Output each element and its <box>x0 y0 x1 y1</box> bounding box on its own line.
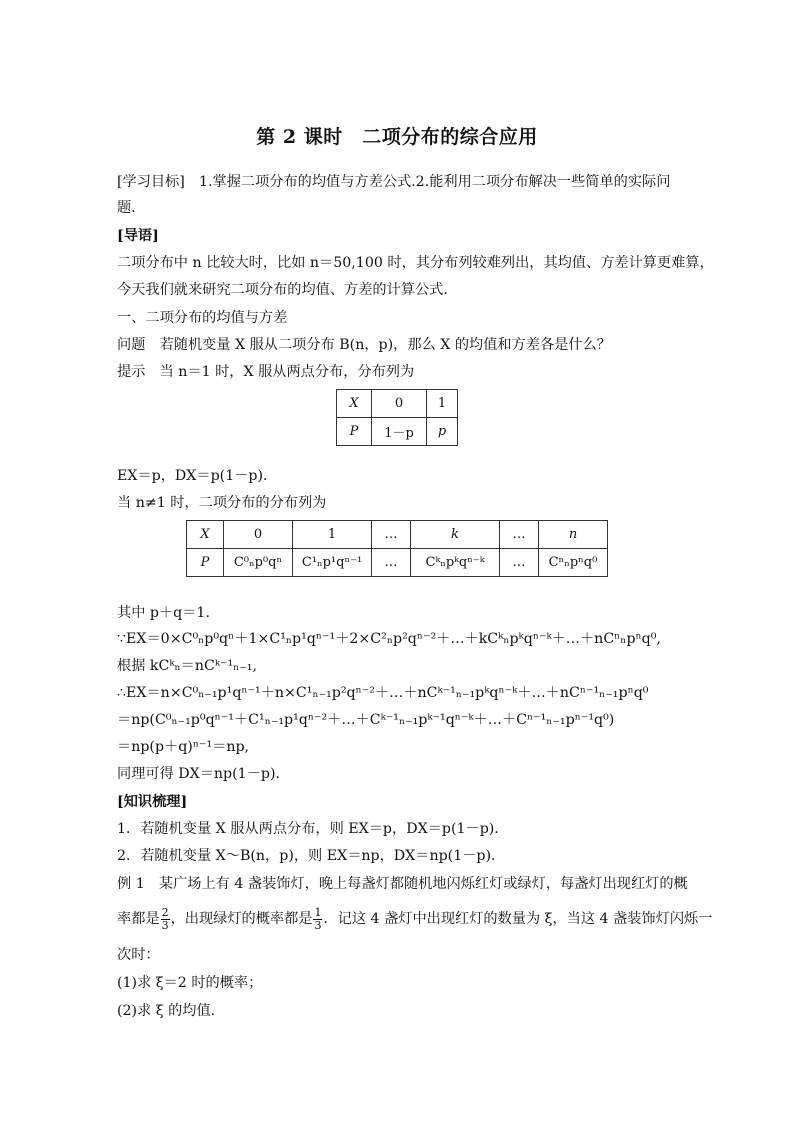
table-cell: P <box>337 418 372 446</box>
learning-goals-line-2: 题． <box>117 200 146 216</box>
derivation-line-6: 同理可得 DX＝np(1－p)． <box>117 766 290 782</box>
table-cell: P <box>187 549 224 577</box>
table-cell: 1－p <box>372 418 427 446</box>
green-probability-fraction <box>313 907 322 932</box>
binomial-intro-line: 当 n≠1 时，二项分布的分布列为 <box>117 495 327 511</box>
page-title: 第 2 课时 二项分布的综合应用 <box>256 126 538 148</box>
derivation-line-5: ＝np(p＋q)ⁿ⁻¹＝np, <box>117 739 250 755</box>
intro-line-2: 今天我们就来研究二项分布的均值、方差的计算公式． <box>117 282 458 298</box>
example-1-text-c: ．记这 4 盏灯中出现红灯的数量为 ξ，当这 4 盏装饰灯闪烁一 <box>323 911 713 927</box>
table-cell: … <box>500 521 539 549</box>
table-cell: k <box>411 521 500 549</box>
knowledge-item-1: 1．若随机变量 X 服从两点分布，则 EX＝p，DX＝p(1－p)． <box>117 821 509 837</box>
intro-line-1: 二项分布中 n 比较大时，比如 n＝50,100 时，其分布列较难列出，其均值、方差计算更难算， <box>117 255 714 271</box>
table-cell: n <box>539 521 608 549</box>
example-1-question-1: (1)求 ξ＝2 时的概率； <box>117 975 263 991</box>
two-point-distribution-table <box>336 389 458 446</box>
example-1-line-3: 次时： <box>117 947 160 963</box>
knowledge-item-2: 2．若随机变量 X～B(n，p)，则 EX＝np，DX＝np(1－p)． <box>117 848 506 864</box>
table-row <box>337 418 458 446</box>
table-cell: … <box>372 521 411 549</box>
fraction-numerator: 1 <box>314 905 322 919</box>
fraction-denominator: 3 <box>161 918 169 932</box>
example-1-text-a: 率都是 <box>117 911 160 927</box>
derivation-line-3: ∴EX＝n×C⁰ₙ₋₁p¹qⁿ⁻¹＋n×C¹ₙ₋₁p²qⁿ⁻²＋…＋nCᵏ⁻¹ₙ₋₁pᵏqⁿ⁻ᵏ＋…＋nCⁿ⁻¹ₙ₋₁pⁿq⁰ <box>117 685 649 701</box>
table-cell: 1 <box>293 521 372 549</box>
table-row <box>187 521 608 549</box>
knowledge-heading: [知识梳理] <box>117 794 188 810</box>
table-cell: 1 <box>427 390 458 418</box>
example-1-line-2 <box>117 906 712 932</box>
table-cell: p <box>427 418 458 446</box>
table-cell: Cᵏₙpᵏqⁿ⁻ᵏ <box>411 549 500 577</box>
fraction-numerator: 2 <box>161 905 169 919</box>
red-probability-fraction <box>161 907 170 932</box>
hint-line: 提示 当 n＝1 时，X 服从两点分布，分布列为 <box>117 364 415 380</box>
example-1-text-b: ，出现绿灯的概率都是 <box>170 911 313 927</box>
table-cell: 0 <box>372 390 427 418</box>
table-cell: X <box>187 521 224 549</box>
pq-line: 其中 p＋q＝1. <box>117 605 210 621</box>
learning-goals-line-1: [学习目标] 1.掌握二项分布的均值与方差公式.2.能利用二项分布解决一些简单的实际问 <box>117 174 671 190</box>
example-1-question-2: (2)求 ξ 的均值． <box>117 1003 225 1019</box>
table-row <box>337 390 458 418</box>
derivation-line-2: 根据 kCᵏₙ＝nCᵏ⁻¹ₙ₋₁, <box>117 658 258 674</box>
binomial-distribution-table <box>186 520 608 577</box>
example-1-line-1: 例 1 某广场上有 4 盏装饰灯，晚上每盏灯都随机地闪烁红灯或绿灯，每盏灯出现红灯的概 <box>117 876 688 892</box>
two-point-expectation: EX＝p，DX＝p(1－p)． <box>117 468 278 484</box>
intro-heading: [导语] <box>117 228 159 244</box>
fraction-denominator: 3 <box>314 918 322 932</box>
table-cell: 0 <box>224 521 293 549</box>
table-cell: … <box>500 549 539 577</box>
table-cell: Cⁿₙpⁿq⁰ <box>539 549 608 577</box>
derivation-line-1: ∵EX＝0×C⁰ₙp⁰qⁿ＋1×C¹ₙp¹qⁿ⁻¹＋2×C²ₙp²qⁿ⁻²＋…＋kCᵏₙpᵏqⁿ⁻ᵏ＋…＋nCⁿₙpⁿq⁰, <box>117 631 661 647</box>
table-cell: C⁰ₙp⁰qⁿ <box>224 549 293 577</box>
table-cell: C¹ₙp¹qⁿ⁻¹ <box>293 549 372 577</box>
section-heading: 一、二项分布的均值与方差 <box>117 310 288 326</box>
table-cell: … <box>372 549 411 577</box>
derivation-line-4: ＝np(C⁰ₙ₋₁p⁰qⁿ⁻¹＋C¹ₙ₋₁p¹qⁿ⁻²＋…＋Cᵏ⁻¹ₙ₋₁pᵏ⁻¹qⁿ⁻ᵏ＋…＋Cⁿ⁻¹ₙ₋₁pⁿ⁻¹q⁰) <box>117 712 615 728</box>
table-cell: X <box>337 390 372 418</box>
question-line: 问题 若随机变量 X 服从二项分布 B(n，p)，那么 X 的均值和方差各是什么？ <box>117 337 611 353</box>
table-row <box>187 549 608 577</box>
